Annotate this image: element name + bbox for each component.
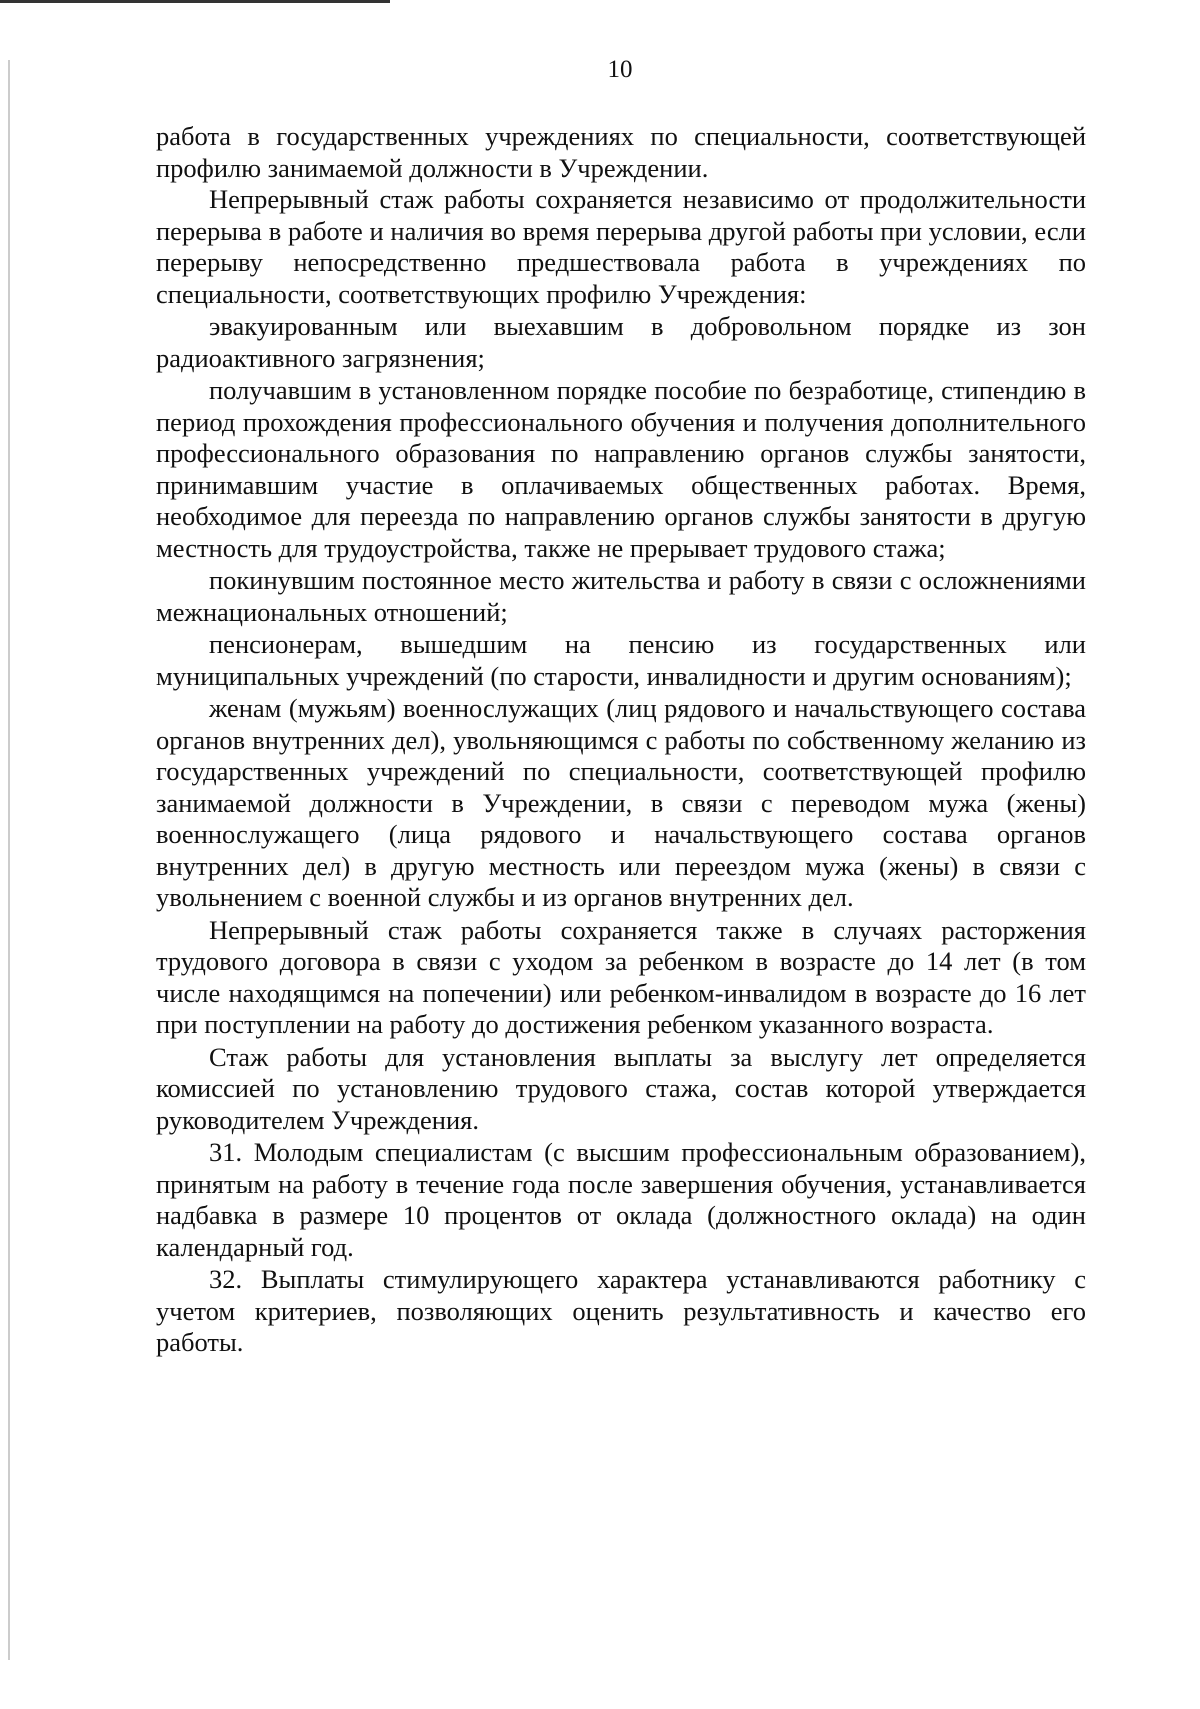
scan-edge-top [0,0,390,3]
paragraph: работа в государственных учреждениях по специальности, соответствующей профилю занимаемой должности в Учреждении. [156,121,1086,183]
paragraph: Непрерывный стаж работы сохраняется также в случаях расторжения трудового договора в связи с уходом за ребенком в возрасте до 14 лет (в том числе находящимся на попечении) или ребенком-инвалидом в возрасте до 16 лет при поступлении на работу до достижения ребенком указанного возраста. [156,914,1086,1039]
paragraph: пенсионерам, вышедшим на пенсию из государственных или муниципальных учреждений (по старости, инвалидности и другим основаниям); [156,629,1086,691]
paragraph: женам (мужьям) военнослужащих (лиц рядового и начальствующего состава органов внутренних дел), увольняющимся с работы по собственному желанию из государственных учреждений по специальности, соответствующей профилю занимаемой должности в Учреждении, в связи с переводом мужа (жены) военнослужащего (лица рядового и начальствующего состава органов внутренних дел) в другую местность или переездом мужа (жены) в связи с увольнением с военной службы и из органов внутренних дел. [156,693,1086,912]
paragraph: Непрерывный стаж работы сохраняется независимо от продолжительности перерыва в работе и наличия во время перерыва другой работы при условии, если перерыву непосредственно предшествовала работа в учреждениях по специальности, соответствующих профилю Учреждения: [156,184,1086,309]
paragraph: 32. Выплаты стимулирующего характера устанавливаются работнику с учетом критериев, позволяющих оценить результативность и качество его работы. [156,1264,1086,1357]
scan-edge-left [8,60,10,1660]
page-number: 10 [607,56,633,83]
paragraph: покинувшим постоянное место жительства и работу в связи с осложнениями межнациональных отношений; [156,565,1086,627]
paragraph: эвакуированным или выехавшим в добровольном порядке из зон радиоактивного загрязнения; [156,311,1086,373]
paragraph: получавшим в установленном порядке пособие по безработице, стипендию в период прохождения профессионального обучения и получения дополнительного профессионального образования по направлению органов службы занятости, принимавшим участие в оплачиваемых общественных работах. Время, необходимое для переезда по направлению органов службы занятости в другую местность для трудоустройства, также не прерывает трудового стажа; [156,375,1086,563]
document-body [156,121,1086,1359]
paragraph: 31. Молодым специалистам (с высшим профессиональным образованием), принятым на работу в течение года после завершения обучения, устанавливается надбавка в размере 10 процентов от оклада (должностного оклада) на один календарный год. [156,1137,1086,1262]
paragraph: Стаж работы для установления выплаты за выслугу лет определяется комиссией по установлению трудового стажа, состав которой утверждается руководителем Учреждения. [156,1041,1086,1135]
